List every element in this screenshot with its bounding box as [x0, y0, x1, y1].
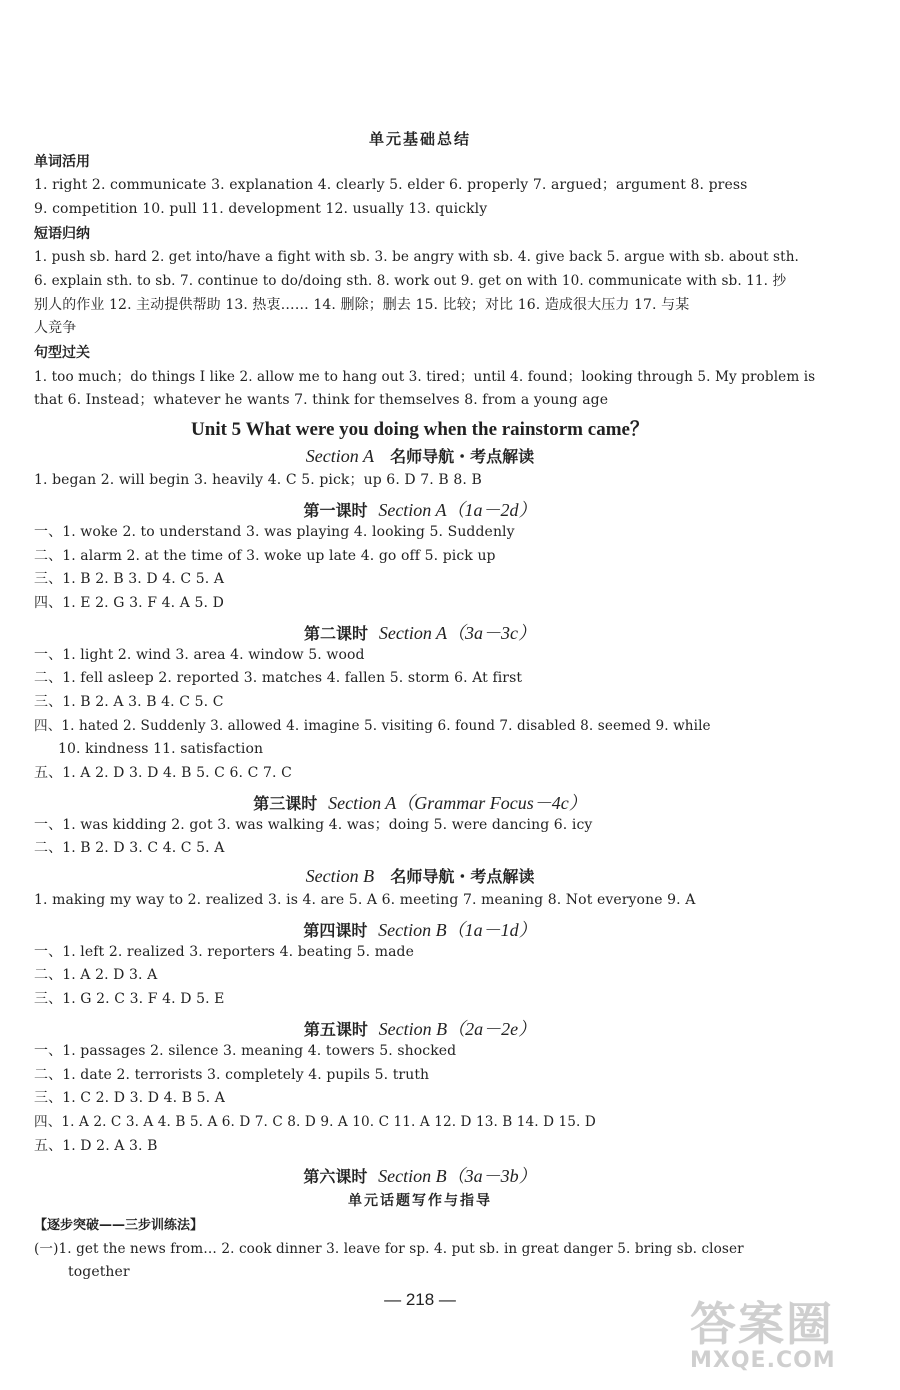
category-phrases: 短语归纳 — [34, 226, 90, 242]
section-b-guide-en: Section B — [305, 866, 375, 886]
lesson-1-part-4: 四、1. E 2. G 3. F 4. A 5. D — [34, 595, 224, 611]
sentences-line-2: that 6. Instead；whatever he wants 7. think for themselves 8. from a young age — [34, 392, 609, 408]
phrases-line-1: 1. push sb. hard 2. get into/have a fight with sb. 3. be angry with sb. 4. give back 5. argue with sb. about sth. — [34, 249, 799, 265]
phrases-line-3: 别人的作业 12. 主动提供帮助 13. 热衷…… 14. 删除；删去 15. 比较；对比 16. 造成很大压力 17. 与某 — [34, 297, 690, 313]
watermark-bottom: MXQE.COM — [690, 1348, 836, 1373]
lesson-2-heading — [0, 619, 840, 645]
lesson-2-en: Section A（3a－3c） — [378, 623, 536, 643]
lesson-2-part-5: 五、1. A 2. D 3. D 4. B 5. C 6. C 7. C — [34, 765, 292, 781]
lesson-5-en: Section B（2a－2e） — [378, 1019, 537, 1039]
lesson-3-heading — [0, 789, 840, 815]
lesson-3-part-1: 一、1. was kidding 2. got 3. was walking 4. was；doing 5. were dancing 6. icy — [34, 817, 593, 833]
category-sentences: 句型过关 — [34, 345, 90, 361]
lesson-4-en: Section B（1a－1d） — [378, 920, 537, 940]
lesson-5-part-1: 一、1. passages 2. silence 3. meaning 4. towers 5. shocked — [34, 1043, 457, 1059]
lesson-1-part-2: 二、1. alarm 2. at the time of 3. woke up late 4. go off 5. pick up — [34, 548, 496, 564]
section-b-guide-heading — [0, 864, 840, 887]
phrases-line-2: 6. explain sth. to sb. 7. continue to do/doing sth. 8. work out 9. get on with 10. communicate with sb. 11. 抄 — [34, 273, 787, 289]
words-line-1: 1. right 2. communicate 3. explanation 4. clearly 5. elder 6. properly 7. argued；argument 8. press — [34, 177, 748, 193]
section-a-guide-zh: 名师导航・考点解读 — [390, 447, 535, 466]
phrases-line-4: 人竞争 — [34, 320, 77, 336]
lesson-5-heading — [0, 1015, 840, 1041]
watermark-logo — [690, 1297, 890, 1384]
lesson-5-part-2: 二、1. date 2. terrorists 3. completely 4. pupils 5. truth — [34, 1067, 430, 1083]
lesson-1-en: Section A（1a－2d） — [378, 500, 537, 520]
unit-title: Unit 5 What were you doing when the rainstorm came？ — [191, 419, 649, 440]
lesson-4-part-2: 二、1. A 2. D 3. A — [34, 967, 158, 983]
sentences-line-1: 1. too much；do things I like 2. allow me to hang out 3. tired；until 4. found；looking through 5. My problem is — [34, 369, 816, 385]
lesson-2-part-2: 二、1. fell asleep 2. reported 3. matches 4. fallen 5. storm 6. At first — [34, 670, 523, 686]
lesson-5-part-4: 四、1. A 2. C 3. A 4. B 5. A 6. D 7. C 8. D 9. A 10. C 11. A 12. D 13. B 14. D 15. D — [34, 1114, 596, 1130]
lesson-1-part-1: 一、1. woke 2. to understand 3. was playing 4. looking 5. Suddenly — [34, 524, 515, 540]
lesson-3-en: Section A（Grammar Focus－4c） — [328, 793, 587, 813]
writing-line-1: (一)1. get the news from… 2. cook dinner 3. leave for sp. 4. put sb. in great danger 5. bring sb. closer — [34, 1241, 744, 1257]
lesson-2-zh: 第二课时 — [304, 624, 369, 643]
lesson-5-part-5: 五、1. D 2. A 3. B — [34, 1138, 158, 1154]
lesson-3-zh: 第三课时 — [253, 794, 318, 813]
lesson-1-part-3: 三、1. B 2. B 3. D 4. C 5. A — [34, 571, 225, 587]
section-a-guide-heading — [0, 444, 840, 467]
lesson-4-heading — [0, 916, 840, 942]
lesson-5-zh: 第五课时 — [303, 1020, 368, 1039]
lesson-6-en: Section B（3a－3b） — [378, 1166, 537, 1186]
lesson-4-part-1: 一、1. left 2. realized 3. reporters 4. beating 5. made — [34, 944, 415, 960]
writing-line-2: together — [68, 1264, 130, 1280]
summary-title: 单元基础总结 — [368, 130, 471, 148]
page-number: — 218 — — [384, 1290, 456, 1309]
lesson-4-zh: 第四课时 — [303, 921, 368, 940]
section-a-guide-en: Section A — [305, 446, 374, 466]
lesson-3-part-2: 二、1. B 2. D 3. C 4. C 5. A — [34, 840, 225, 856]
words-line-2: 9. competition 10. pull 11. development 12. usually 13. quickly — [34, 201, 488, 217]
section-a-guide-answers: 1. began 2. will begin 3. heavily 4. C 5. pick；up 6. D 7. B 8. B — [34, 472, 482, 488]
lesson-6-zh: 第六课时 — [303, 1167, 368, 1186]
lesson-1-zh: 第一课时 — [303, 501, 368, 520]
section-b-guide-answers: 1. making my way to 2. realized 3. is 4. are 5. A 6. meeting 7. meaning 8. Not everyone 9. A — [34, 892, 696, 908]
lesson-2-part-4-cont: 10. kindness 11. satisfaction — [58, 741, 264, 757]
lesson-2-part-3: 三、1. B 2. A 3. B 4. C 5. C — [34, 694, 224, 710]
lesson-1-heading — [0, 496, 840, 522]
steps-tag: 【逐步突破——三步训练法】 — [34, 1218, 204, 1233]
writing-guide-title: 单元话题写作与指导 — [348, 1193, 492, 1209]
lesson-4-part-3: 三、1. G 2. C 3. F 4. D 5. E — [34, 991, 225, 1007]
lesson-6-heading — [0, 1162, 840, 1188]
watermark-top: 答案圈 — [690, 1297, 834, 1351]
category-words: 单词活用 — [34, 154, 90, 170]
lesson-5-part-3: 三、1. C 2. D 3. D 4. B 5. A — [34, 1090, 225, 1106]
lesson-2-part-1: 一、1. light 2. wind 3. area 4. window 5. wood — [34, 647, 365, 663]
section-b-guide-zh: 名师导航・考点解读 — [390, 867, 535, 886]
lesson-2-part-4: 四、1. hated 2. Suddenly 3. allowed 4. imagine 5. visiting 6. found 7. disabled 8. seemed 9. while — [34, 718, 711, 734]
